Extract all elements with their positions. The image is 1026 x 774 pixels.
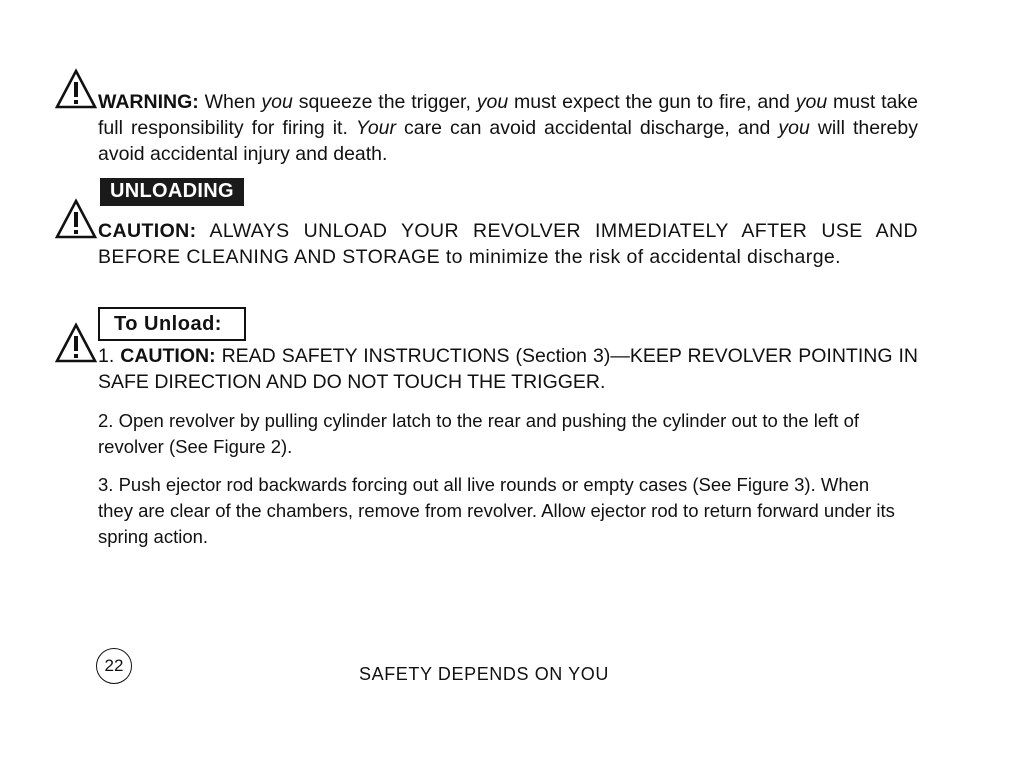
warning-text: must take full responsibility for firing it.	[98, 91, 919, 139]
warning-text: squeeze the trigger,	[292, 91, 477, 113]
warning-triangle-icon	[54, 322, 98, 364]
warning-text-you: you	[795, 91, 828, 113]
page-number: 22	[96, 648, 132, 684]
caution-caps-text: ALWAYS UNLOAD YOUR REVOLVER IMMEDIATELY AFTER USE AND BEFORE CLEANING AND STORAGE	[98, 220, 918, 268]
warning-text: will thereby avoid accidental injury and death.	[98, 117, 918, 165]
warning-text: When	[198, 91, 262, 113]
warning-triangle-icon	[54, 68, 98, 110]
warning-label: WARNING:	[98, 91, 199, 113]
warning-text-you: you	[261, 91, 293, 113]
step-1	[98, 343, 918, 395]
warning-text: must expect the gun to fire, and	[508, 91, 796, 113]
step-caution-label: CAUTION:	[120, 345, 216, 367]
warning-text: care can avoid accidental discharge, and	[396, 117, 779, 139]
warning-paragraph	[98, 89, 918, 167]
warning-text-you: you	[476, 91, 509, 113]
section-title: UNLOADING	[100, 178, 244, 206]
step-2: 2. Open revolver by pulling cylinder latch to the rear and pushing the cylinder out to the left of revolver (See Figure 2).	[98, 410, 860, 457]
warning-text-your: Your	[355, 117, 397, 139]
step-text: READ SAFETY INSTRUCTIONS (Section 3)—KEEP REVOLVER POINTING IN SAFE DIRECTION AND DO NOT TOUCH THE TRIGGER.	[98, 345, 918, 393]
caution-paragraph	[98, 218, 918, 270]
caution-label: CAUTION:	[98, 220, 197, 242]
warning-text-you: you	[778, 117, 810, 139]
step-3: 3. Push ejector rod backwards forcing out all live rounds or empty cases (See Figure 3). When they are clear of the chambers, remove from revolver. Allow ejector rod to return forward under its spring action.	[98, 474, 895, 547]
footer-text: SAFETY DEPENDS ON YOU	[359, 664, 609, 684]
step-number: 1.	[98, 345, 121, 367]
warning-triangle-icon	[54, 198, 98, 240]
caution-text: to minimize the risk of accidental discharge.	[440, 246, 841, 268]
subsection-title: To Unload:	[98, 307, 246, 341]
